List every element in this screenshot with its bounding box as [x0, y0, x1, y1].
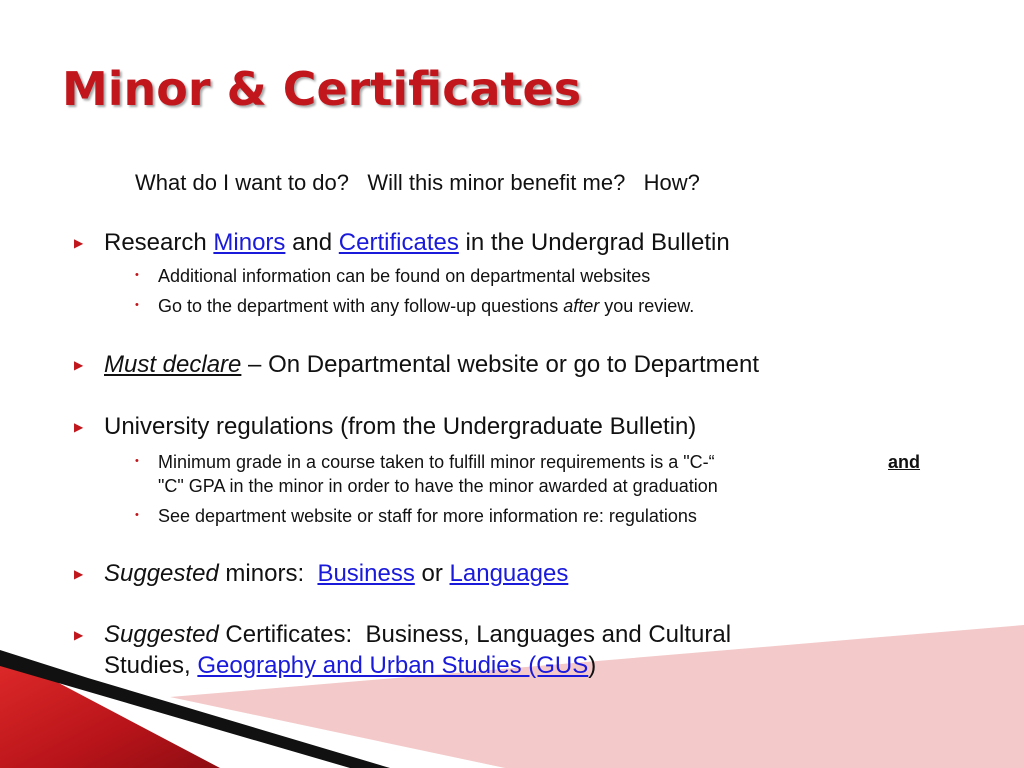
dot-bullet-icon: • [135, 509, 139, 521]
bullet-text: – On Departmental website or go to Department [241, 351, 759, 378]
sub-bullet-text: Additional information can be found on departmental websites [158, 266, 651, 286]
and-emphasis: and [888, 452, 921, 472]
bullet-suggested-certificates [74, 620, 732, 650]
sub-bullet-additional-info [135, 264, 651, 288]
bullet-research [74, 228, 730, 258]
bullet-suggested-minors [74, 559, 569, 589]
bullet-text: Certificates: Business, Languages and Cultural [218, 621, 732, 648]
bullet-text: or [414, 560, 450, 587]
bullet-text: Research [104, 229, 214, 256]
sub-bullet-minimum-grade-cont [158, 474, 718, 498]
sub-bullet-minimum-grade [135, 450, 921, 474]
arrow-bullet-icon: ▶ [74, 358, 84, 372]
business-link[interactable]: Business [317, 560, 415, 587]
sub-bullet-text: Minimum grade in a course taken to fulfill minor requirements is a "C-“ [158, 452, 715, 472]
bullet-text: in the Undergrad Bulletin [458, 229, 730, 256]
bullet-text: and [285, 229, 339, 256]
bullet-text: ) [588, 652, 597, 679]
bullet-text: Studies, [104, 652, 198, 679]
bullet-university-regulations [74, 412, 697, 442]
suggested-emphasis: Suggested [104, 621, 219, 648]
bullet-text: minors: [218, 560, 318, 587]
sub-bullet-text: See department website or staff for more information re: regulations [158, 506, 697, 526]
sub-bullet-see-department [135, 504, 697, 528]
certificates-link[interactable]: Certificates [338, 229, 459, 256]
sub-bullet-text: you review. [599, 296, 695, 316]
arrow-bullet-icon: ▶ [74, 567, 84, 581]
arrow-bullet-icon: ▶ [74, 628, 84, 642]
bullet-text: University regulations (from the Undergraduate Bulletin) [104, 413, 697, 440]
sub-bullet-text: Go to the department with any follow-up questions [158, 296, 564, 316]
minors-link[interactable]: Minors [213, 229, 286, 256]
sub-bullet-follow-up [135, 294, 695, 318]
arrow-bullet-icon: ▶ [74, 420, 84, 434]
must-declare-emphasis: Must declare [104, 351, 242, 378]
dot-bullet-icon: • [135, 269, 139, 281]
suggested-emphasis: Suggested [104, 560, 219, 587]
dot-bullet-icon: • [135, 455, 139, 467]
slide-title: Minor & Certificates [62, 62, 582, 116]
subtitle-questions: What do I want to do? Will this minor benefit me? How? [135, 170, 700, 195]
dot-bullet-icon: • [135, 299, 139, 311]
sub-bullet-emphasis: after [563, 296, 600, 316]
gus-link[interactable]: Geography and Urban Studies (GUS [197, 652, 589, 679]
sub-bullet-text: "C" GPA in the minor in order to have the minor awarded at graduation [158, 476, 718, 496]
bullet-must-declare [74, 350, 759, 380]
bullet-suggested-certificates-cont [104, 651, 596, 681]
languages-link[interactable]: Languages [449, 560, 569, 587]
arrow-bullet-icon: ▶ [74, 236, 84, 250]
